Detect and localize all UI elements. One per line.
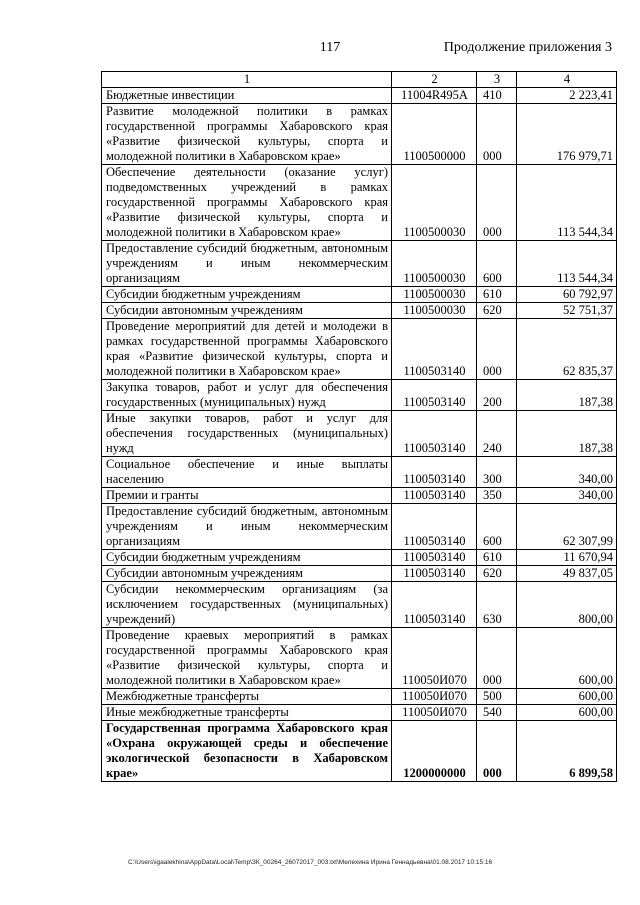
row-name-cell: Проведение мероприятий для детей и молодежи в рамках государственной программы Хабаровского края «Развитие физической культуры, спорта и молодежной политики в Хабаровском крае»: [102, 319, 392, 380]
row-type-cell: 610: [477, 550, 517, 566]
column-header-4: 4: [517, 72, 617, 88]
row-name-cell: Субсидии некоммерческим организациям (за исключением государственных (муниципальных) учреждений): [102, 582, 392, 628]
table-row: [102, 104, 617, 165]
table-row: [102, 411, 617, 457]
row-code-cell: 1100500030: [392, 303, 477, 319]
row-type-cell: 240: [477, 411, 517, 457]
column-header-3: 3: [477, 72, 517, 88]
table-row: [102, 566, 617, 582]
row-name-cell: Субсидии автономным учреждениям: [102, 303, 392, 319]
row-type-cell: 000: [477, 628, 517, 689]
table-row: [102, 303, 617, 319]
row-code-cell: 1100503140: [392, 380, 477, 411]
row-code-cell: 1100503140: [392, 504, 477, 550]
budget-table-body: [102, 72, 617, 782]
row-code-cell: 1100500030: [392, 241, 477, 287]
row-code-cell: 1100503140: [392, 411, 477, 457]
row-type-cell: 620: [477, 303, 517, 319]
row-code-cell: 1100500000: [392, 104, 477, 165]
table-header-row: [102, 72, 617, 88]
row-amount-cell: 600,00: [517, 705, 617, 721]
row-name-cell: Субсидии бюджетным учреждениям: [102, 550, 392, 566]
row-code-cell: 1200000000: [392, 721, 477, 782]
row-amount-cell: 600,00: [517, 628, 617, 689]
table-row: [102, 457, 617, 488]
budget-table: [101, 71, 617, 782]
table-row: [102, 165, 617, 241]
row-code-cell: 110050И070: [392, 689, 477, 705]
row-amount-cell: 60 792,97: [517, 287, 617, 303]
row-amount-cell: 187,38: [517, 380, 617, 411]
row-name-cell: Закупка товаров, работ и услуг для обеспечения государственных (муниципальных) нужд: [102, 380, 392, 411]
row-type-cell: 350: [477, 488, 517, 504]
row-name-cell: Государственная программа Хабаровского края «Охрана окружающей среды и обеспечение экологической безопасности в Хабаровском крае»: [102, 721, 392, 782]
table-row: [102, 504, 617, 550]
row-amount-cell: 62 835,37: [517, 319, 617, 380]
row-name-cell: Бюджетные инвестиции: [102, 88, 392, 104]
row-code-cell: 1100503140: [392, 457, 477, 488]
row-code-cell: 1100500030: [392, 165, 477, 241]
row-name-cell: Предоставление субсидий бюджетным, автономным учреждениям и иным некоммерческим организациям: [102, 504, 392, 550]
row-name-cell: Проведение краевых мероприятий в рамках государственной программы Хабаровского края «Развитие физической культуры, спорта и молодежной политики в Хабаровском крае»: [102, 628, 392, 689]
row-name-cell: Предоставление субсидий бюджетным, автономным учреждениям и иным некоммерческим организациям: [102, 241, 392, 287]
row-type-cell: 000: [477, 721, 517, 782]
row-name-cell: Обеспечение деятельности (оказание услуг) подведомственных учреждений в рамках государственной программы Хабаровского края «Развитие физической культуры, спорта и молодежной политики в Хабаровском крае»: [102, 165, 392, 241]
table-row: [102, 705, 617, 721]
row-code-cell: 110050И070: [392, 705, 477, 721]
table-row: [102, 287, 617, 303]
row-code-cell: 1100500030: [392, 287, 477, 303]
page-number: 117: [319, 40, 341, 55]
appendix-label: Продолжение приложения 3: [443, 40, 612, 55]
row-code-cell: 110050И070: [392, 628, 477, 689]
row-code-cell: 11004R495A: [392, 88, 477, 104]
row-amount-cell: 49 837,05: [517, 566, 617, 582]
row-name-cell: Субсидии автономным учреждениям: [102, 566, 392, 582]
table-row: [102, 550, 617, 566]
row-code-cell: 1100503140: [392, 582, 477, 628]
row-type-cell: 300: [477, 457, 517, 488]
row-name-cell: Премии и гранты: [102, 488, 392, 504]
row-amount-cell: 2 223,41: [517, 88, 617, 104]
row-type-cell: 410: [477, 88, 517, 104]
row-amount-cell: 11 670,94: [517, 550, 617, 566]
table-row: [102, 582, 617, 628]
row-amount-cell: 6 899,58: [517, 721, 617, 782]
row-name-cell: Иные закупки товаров, работ и услуг для обеспечения государственных (муниципальных) нужд: [102, 411, 392, 457]
row-amount-cell: 113 544,34: [517, 165, 617, 241]
table-row: [102, 628, 617, 689]
table-row: [102, 241, 617, 287]
row-type-cell: 000: [477, 104, 517, 165]
row-amount-cell: 340,00: [517, 457, 617, 488]
column-header-1: 1: [102, 72, 392, 88]
row-amount-cell: 187,38: [517, 411, 617, 457]
table-row: [102, 488, 617, 504]
row-type-cell: 500: [477, 689, 517, 705]
row-type-cell: 540: [477, 705, 517, 721]
row-name-cell: Межбюджетные трансферты: [102, 689, 392, 705]
row-type-cell: 600: [477, 241, 517, 287]
row-amount-cell: 113 544,34: [517, 241, 617, 287]
row-name-cell: Субсидии бюджетным учреждениям: [102, 287, 392, 303]
row-amount-cell: 52 751,37: [517, 303, 617, 319]
table-row: [102, 88, 617, 104]
row-code-cell: 1100503140: [392, 319, 477, 380]
row-name-cell: Развитие молодежной политики в рамках государственной программы Хабаровского края «Развитие физической культуры, спорта и молодежной политики в Хабаровском крае»: [102, 104, 392, 165]
table-row: [102, 380, 617, 411]
row-type-cell: 630: [477, 582, 517, 628]
row-name-cell: Иные межбюджетные трансферты: [102, 705, 392, 721]
row-code-cell: 1100503140: [392, 566, 477, 582]
table-row: [102, 721, 617, 782]
row-type-cell: 000: [477, 319, 517, 380]
file-path-footer: C:\Users\igaalekhina\AppData\Local\Temp\ЗК_00264_26072017_003.txt\Мелехина Ирина Геннадьевна\01.08.2017 10:15:16: [128, 859, 493, 866]
row-type-cell: 000: [477, 165, 517, 241]
row-amount-cell: 176 979,71: [517, 104, 617, 165]
table-row: [102, 689, 617, 705]
column-header-2: 2: [392, 72, 477, 88]
row-type-cell: 200: [477, 380, 517, 411]
row-type-cell: 600: [477, 504, 517, 550]
row-amount-cell: 340,00: [517, 488, 617, 504]
row-code-cell: 1100503140: [392, 550, 477, 566]
row-amount-cell: 600,00: [517, 689, 617, 705]
row-type-cell: 610: [477, 287, 517, 303]
row-type-cell: 620: [477, 566, 517, 582]
row-code-cell: 1100503140: [392, 488, 477, 504]
row-amount-cell: 800,00: [517, 582, 617, 628]
row-name-cell: Социальное обеспечение и иные выплаты населению: [102, 457, 392, 488]
table-row: [102, 319, 617, 380]
row-amount-cell: 62 307,99: [517, 504, 617, 550]
